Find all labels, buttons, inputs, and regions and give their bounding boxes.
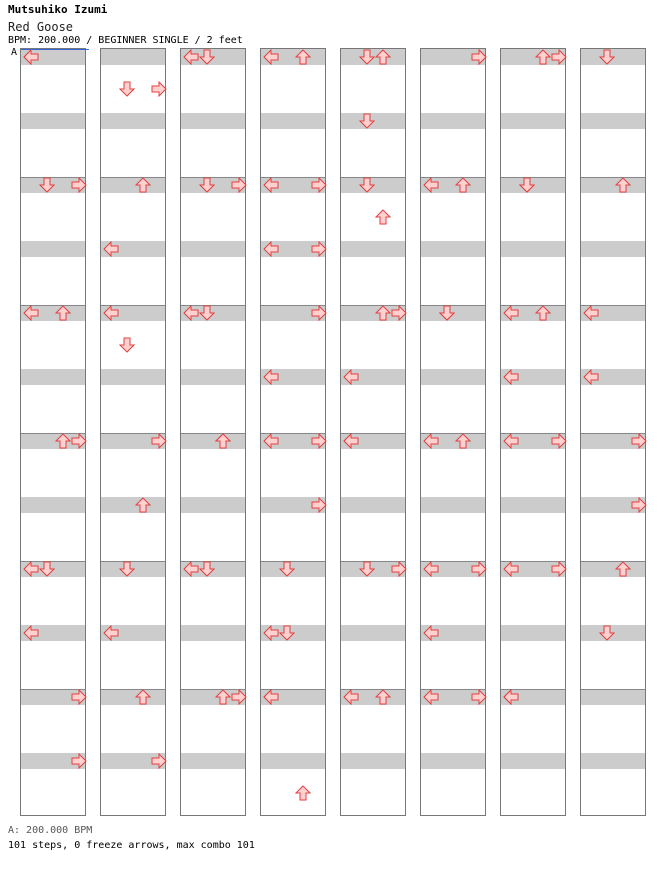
bpm-marker-label: A <box>11 47 18 58</box>
up-arrow-icon <box>615 561 631 577</box>
right-arrow-icon <box>471 689 487 705</box>
beat-stripe <box>341 241 405 257</box>
right-arrow-icon <box>71 689 87 705</box>
beat-stripe <box>341 497 405 513</box>
beat-stripe <box>421 753 485 769</box>
beat-stripe <box>21 241 85 257</box>
beat-stripe <box>101 177 165 193</box>
right-arrow-icon <box>311 177 327 193</box>
down-arrow-icon <box>199 561 215 577</box>
measure-line <box>101 177 165 178</box>
beat-stripe <box>501 497 565 513</box>
up-arrow-icon <box>135 497 151 513</box>
left-arrow-icon <box>263 689 279 705</box>
right-arrow-icon <box>391 305 407 321</box>
right-arrow-icon <box>151 81 167 97</box>
chart-column <box>340 48 406 816</box>
left-arrow-icon <box>23 561 39 577</box>
down-arrow-icon <box>119 337 135 353</box>
beat-stripe <box>101 49 165 65</box>
up-arrow-icon <box>135 177 151 193</box>
beat-stripe <box>101 113 165 129</box>
left-arrow-icon <box>343 369 359 385</box>
beat-stripe <box>581 177 645 193</box>
left-arrow-icon <box>263 369 279 385</box>
right-arrow-icon <box>71 433 87 449</box>
measure-line <box>101 689 165 690</box>
left-arrow-icon <box>103 305 119 321</box>
beat-stripe <box>581 561 645 577</box>
down-arrow-icon <box>199 49 215 65</box>
left-arrow-icon <box>183 305 199 321</box>
left-arrow-icon <box>263 177 279 193</box>
right-arrow-icon <box>231 689 247 705</box>
right-arrow-icon <box>71 177 87 193</box>
right-arrow-icon <box>631 497 647 513</box>
down-arrow-icon <box>359 49 375 65</box>
left-arrow-icon <box>423 177 439 193</box>
beat-stripe <box>501 241 565 257</box>
right-arrow-icon <box>71 753 87 769</box>
down-arrow-icon <box>519 177 535 193</box>
beat-stripe <box>341 625 405 641</box>
beat-stripe <box>421 369 485 385</box>
up-arrow-icon <box>375 209 391 225</box>
beat-stripe <box>21 497 85 513</box>
left-arrow-icon <box>423 433 439 449</box>
beat-stripe <box>101 369 165 385</box>
beat-stripe <box>181 369 245 385</box>
right-arrow-icon <box>551 433 567 449</box>
left-arrow-icon <box>23 49 39 65</box>
chart-column <box>180 48 246 816</box>
beat-stripe <box>581 753 645 769</box>
artist-name: Mutsuhiko Izumi <box>8 3 108 16</box>
bpm-summary: A: 200.000 BPM <box>8 825 93 836</box>
song-title: Red Goose <box>8 20 74 34</box>
chart-column <box>500 48 566 816</box>
beat-stripe <box>421 113 485 129</box>
measure-line <box>181 433 245 434</box>
up-arrow-icon <box>535 49 551 65</box>
down-arrow-icon <box>359 113 375 129</box>
beat-stripe <box>181 433 245 449</box>
up-arrow-icon <box>215 433 231 449</box>
right-arrow-icon <box>551 49 567 65</box>
chart-info: BPM: 200.000 / BEGINNER SINGLE / 2 feet <box>8 35 243 46</box>
beat-stripe <box>21 369 85 385</box>
beat-stripe <box>581 113 645 129</box>
right-arrow-icon <box>471 49 487 65</box>
up-arrow-icon <box>375 689 391 705</box>
up-arrow-icon <box>135 689 151 705</box>
left-arrow-icon <box>183 49 199 65</box>
right-arrow-icon <box>391 561 407 577</box>
down-arrow-icon <box>39 177 55 193</box>
beat-stripe <box>181 497 245 513</box>
chart-column <box>100 48 166 816</box>
down-arrow-icon <box>359 177 375 193</box>
down-arrow-icon <box>279 561 295 577</box>
up-arrow-icon <box>215 689 231 705</box>
up-arrow-icon <box>295 49 311 65</box>
left-arrow-icon <box>423 561 439 577</box>
right-arrow-icon <box>311 305 327 321</box>
beat-stripe <box>21 113 85 129</box>
right-arrow-icon <box>151 433 167 449</box>
chart-column <box>420 48 486 816</box>
beat-stripe <box>341 753 405 769</box>
up-arrow-icon <box>375 49 391 65</box>
left-arrow-icon <box>263 433 279 449</box>
down-arrow-icon <box>199 305 215 321</box>
step-stats: 101 steps, 0 freeze arrows, max combo 101 <box>8 840 255 851</box>
beat-stripe <box>101 689 165 705</box>
left-arrow-icon <box>103 625 119 641</box>
up-arrow-icon <box>375 305 391 321</box>
right-arrow-icon <box>471 561 487 577</box>
beat-stripe <box>501 625 565 641</box>
beat-stripe <box>181 753 245 769</box>
left-arrow-icon <box>263 241 279 257</box>
chart-column <box>20 48 86 816</box>
down-arrow-icon <box>119 81 135 97</box>
left-arrow-icon <box>23 625 39 641</box>
beat-stripe <box>181 625 245 641</box>
left-arrow-icon <box>263 625 279 641</box>
down-arrow-icon <box>279 625 295 641</box>
left-arrow-icon <box>503 433 519 449</box>
left-arrow-icon <box>503 369 519 385</box>
right-arrow-icon <box>311 497 327 513</box>
left-arrow-icon <box>583 369 599 385</box>
right-arrow-icon <box>311 433 327 449</box>
beat-stripe <box>181 113 245 129</box>
beat-stripe <box>421 241 485 257</box>
right-arrow-icon <box>151 753 167 769</box>
beat-stripe <box>261 113 325 129</box>
down-arrow-icon <box>39 561 55 577</box>
up-arrow-icon <box>295 785 311 801</box>
beat-stripe <box>581 241 645 257</box>
beat-stripe <box>501 753 565 769</box>
left-arrow-icon <box>343 689 359 705</box>
left-arrow-icon <box>343 433 359 449</box>
down-arrow-icon <box>599 625 615 641</box>
chart-column <box>260 48 326 816</box>
measure-line <box>581 561 645 562</box>
left-arrow-icon <box>503 689 519 705</box>
beat-stripe <box>581 689 645 705</box>
measure-line <box>581 177 645 178</box>
up-arrow-icon <box>455 177 471 193</box>
left-arrow-icon <box>263 49 279 65</box>
up-arrow-icon <box>455 433 471 449</box>
right-arrow-icon <box>311 241 327 257</box>
beat-stripe <box>501 113 565 129</box>
beat-stripe <box>421 497 485 513</box>
beat-stripe <box>261 753 325 769</box>
down-arrow-icon <box>119 561 135 577</box>
down-arrow-icon <box>359 561 375 577</box>
left-arrow-icon <box>423 625 439 641</box>
left-arrow-icon <box>183 561 199 577</box>
left-arrow-icon <box>503 305 519 321</box>
beat-stripe <box>181 241 245 257</box>
down-arrow-icon <box>599 49 615 65</box>
left-arrow-icon <box>503 561 519 577</box>
beat-stripe <box>101 497 165 513</box>
up-arrow-icon <box>55 433 71 449</box>
up-arrow-icon <box>55 305 71 321</box>
left-arrow-icon <box>583 305 599 321</box>
down-arrow-icon <box>439 305 455 321</box>
down-arrow-icon <box>199 177 215 193</box>
left-arrow-icon <box>103 241 119 257</box>
right-arrow-icon <box>231 177 247 193</box>
right-arrow-icon <box>551 561 567 577</box>
up-arrow-icon <box>615 177 631 193</box>
measure-line <box>581 689 645 690</box>
right-arrow-icon <box>631 433 647 449</box>
left-arrow-icon <box>23 305 39 321</box>
chart-column <box>580 48 646 816</box>
up-arrow-icon <box>535 305 551 321</box>
left-arrow-icon <box>423 689 439 705</box>
